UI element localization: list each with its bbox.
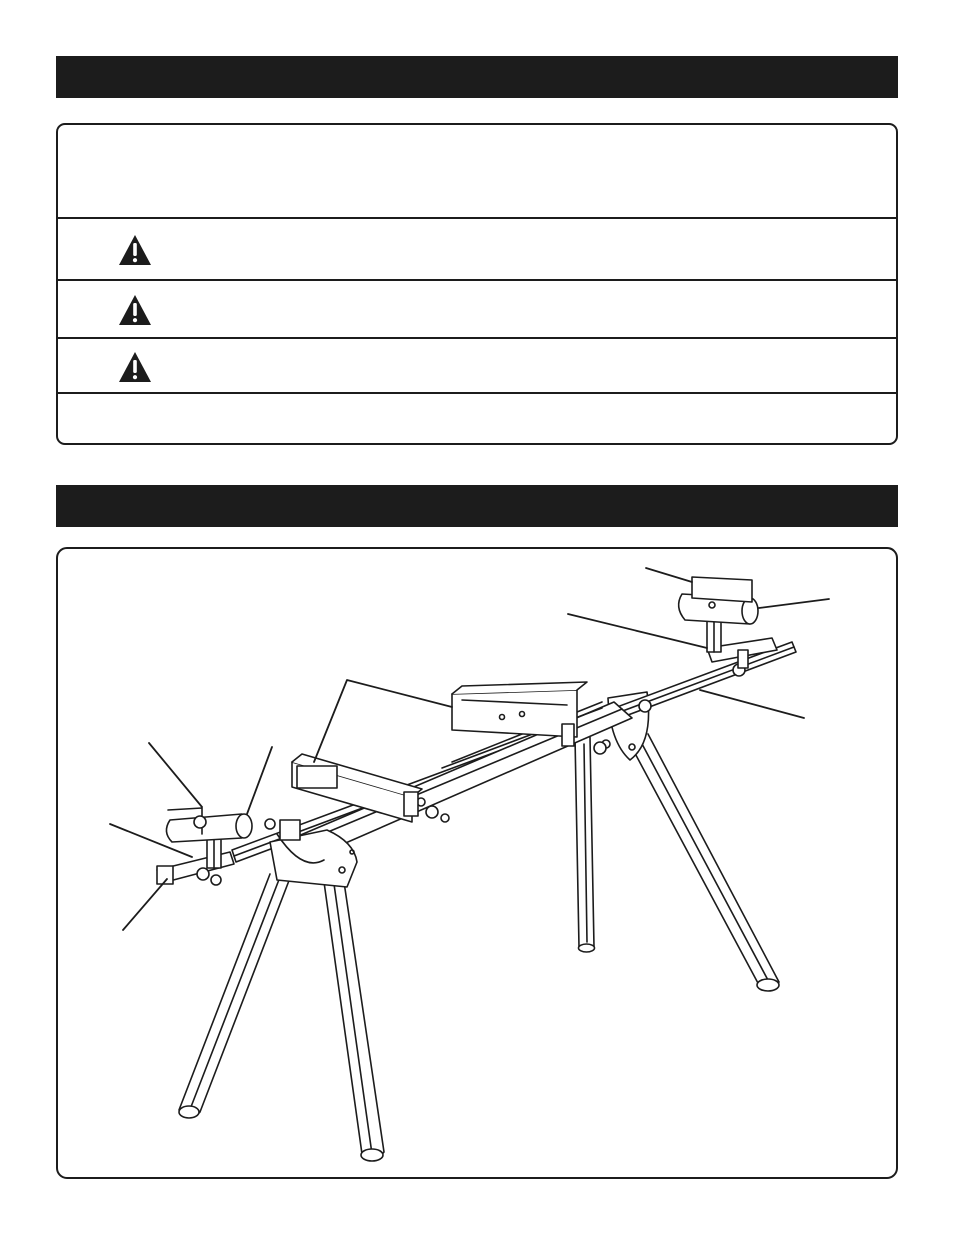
miter-saw-stand-illustration [58, 549, 896, 1177]
safety-alert-triangle-icon [118, 351, 152, 383]
main-beam [232, 642, 796, 862]
rear-legs [575, 692, 779, 991]
product-figure-frame [56, 547, 898, 1179]
safety-alert-triangle-icon [118, 294, 152, 326]
caution-row [58, 337, 896, 394]
note-row [58, 392, 896, 445]
safety-alert-triangle-icon [118, 234, 152, 266]
section-header-bar-safety-symbols [56, 56, 898, 98]
safety-symbols-table [56, 123, 898, 445]
symbols-intro-row [58, 125, 896, 217]
warning-row [58, 279, 896, 339]
section-header-bar-features [56, 485, 898, 527]
danger-row [58, 217, 896, 281]
